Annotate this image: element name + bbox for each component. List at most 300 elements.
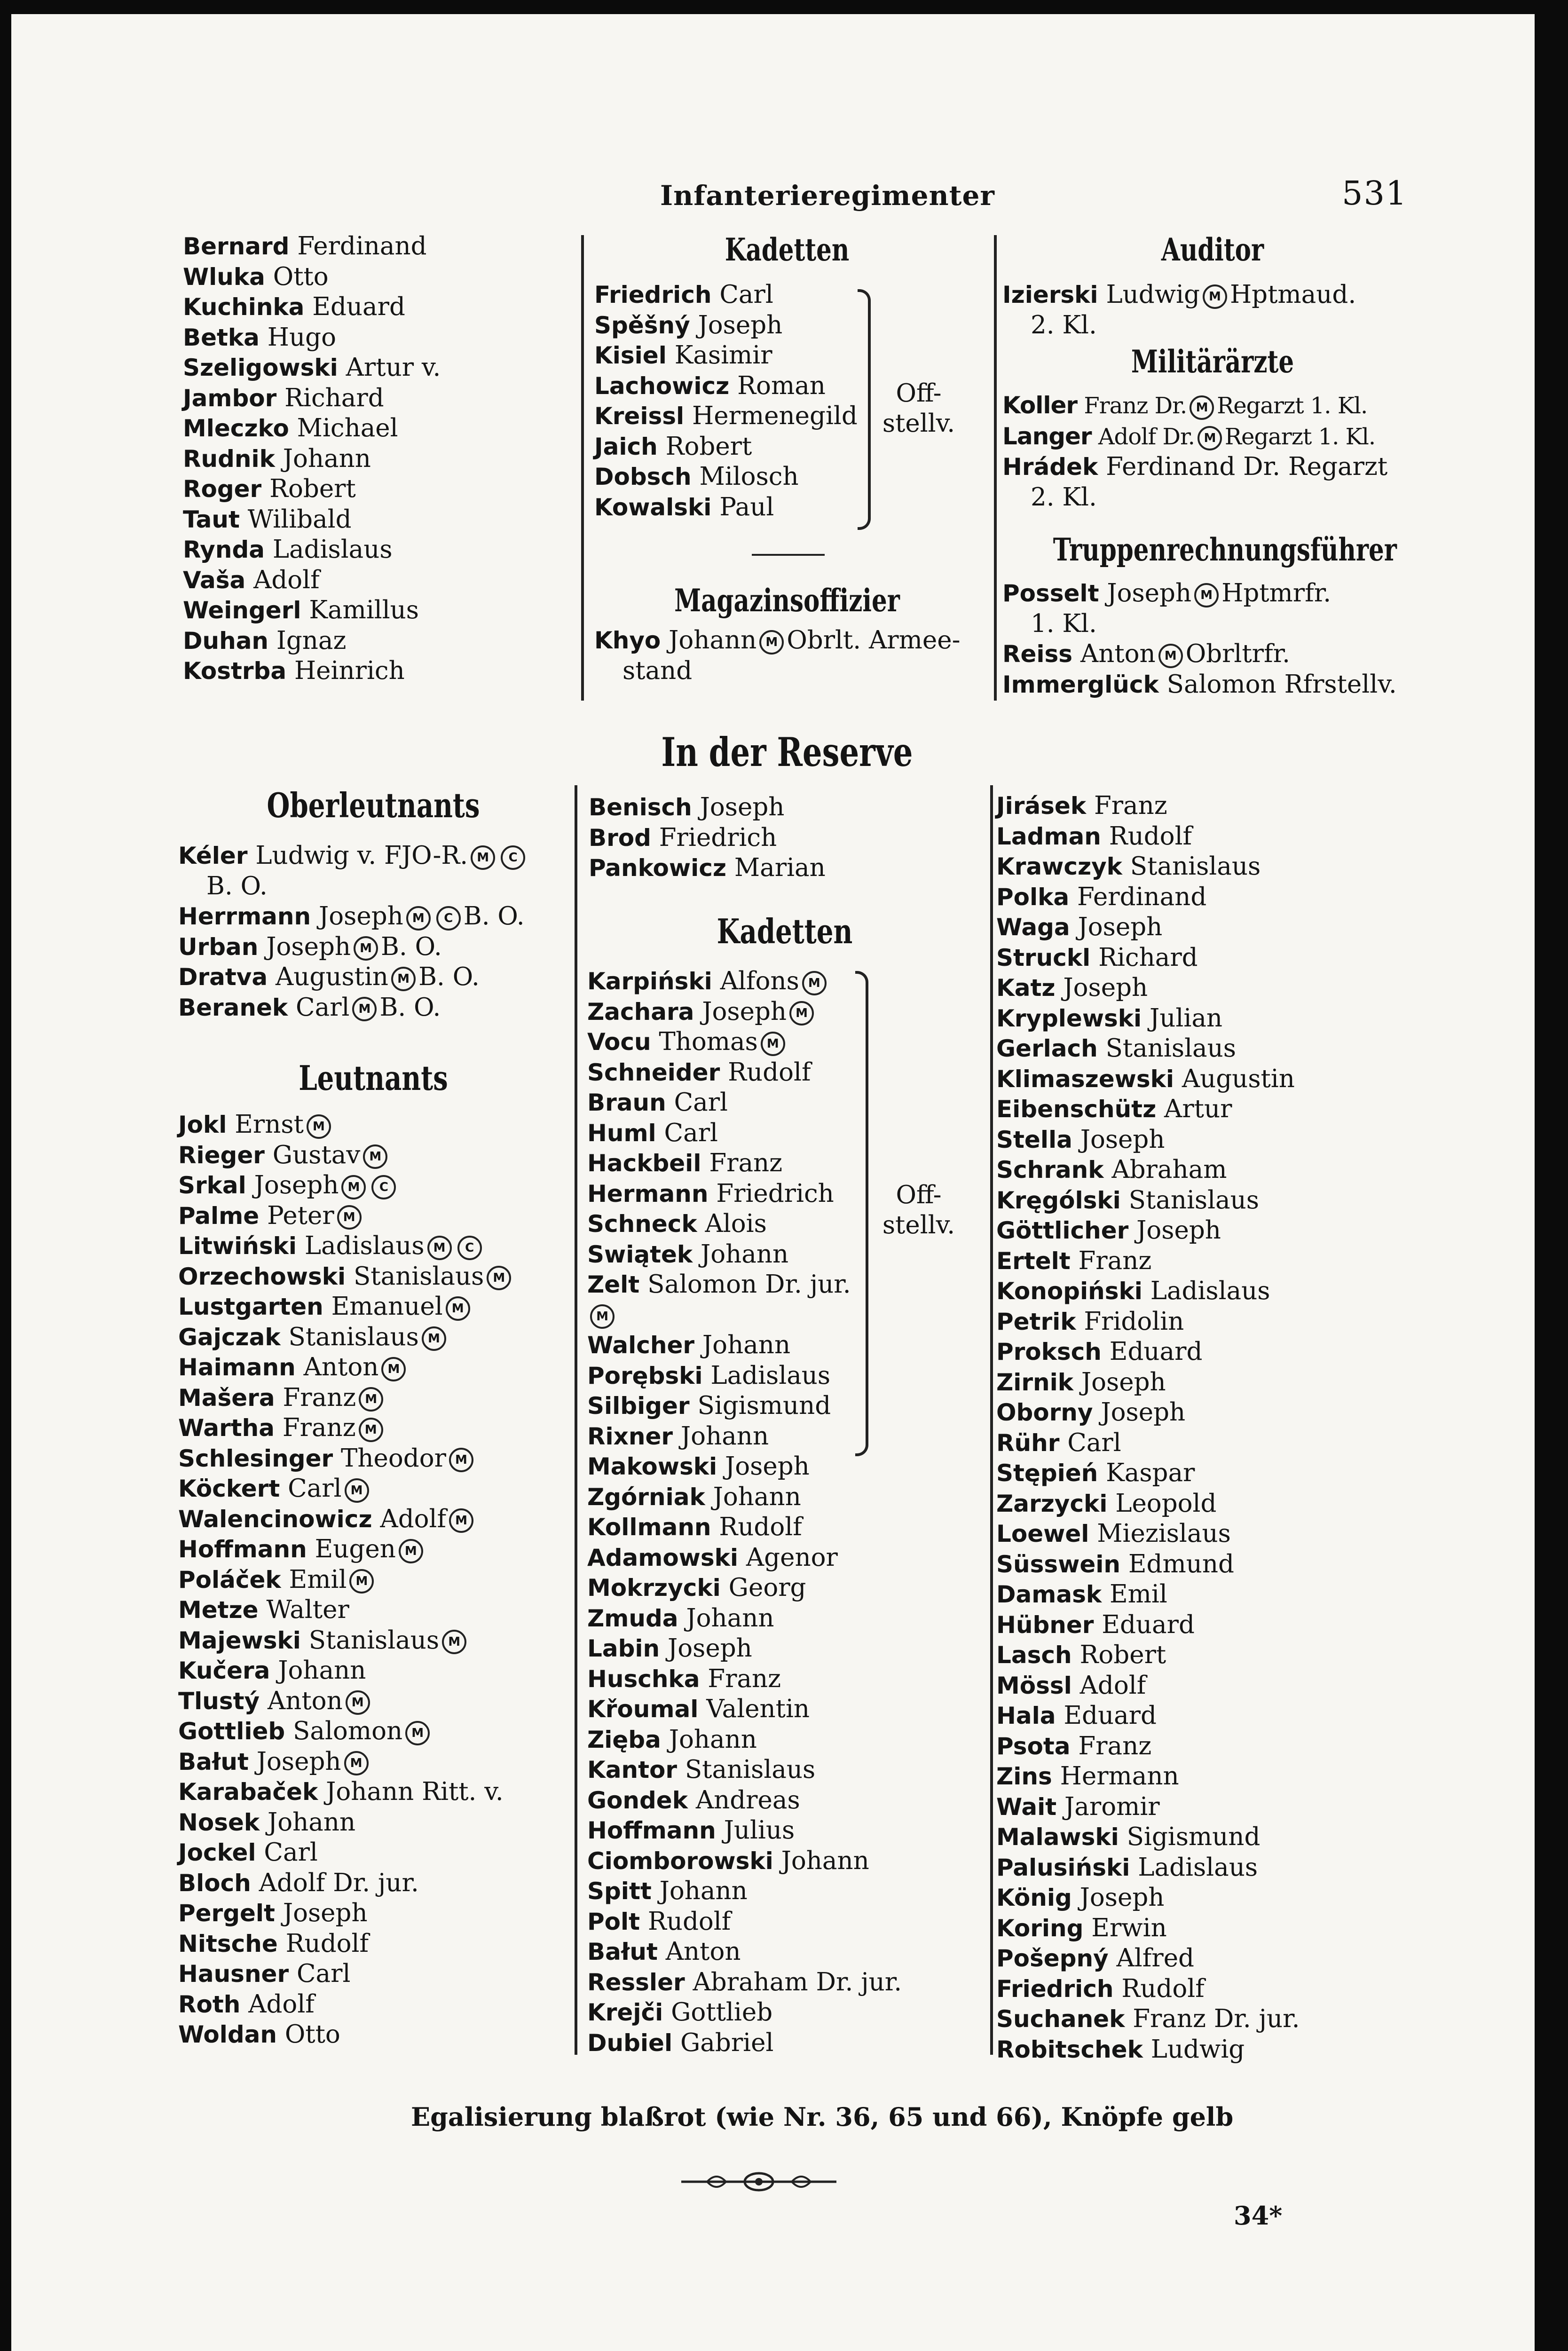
surname: Weingerl (183, 597, 301, 624)
given-name: Julian (1150, 1003, 1223, 1033)
list-entry (587, 2028, 902, 2059)
surname: Schrank (996, 1156, 1104, 1183)
given-name: Johann (781, 1846, 869, 1875)
list-entry (183, 656, 441, 686)
surname: Pošepný (996, 1945, 1109, 1972)
divider (752, 554, 825, 556)
list-entry (587, 1907, 902, 1937)
list-entry (996, 1913, 1300, 1944)
reserve-list-continued (587, 1452, 902, 2058)
surname: Rühr (996, 1429, 1060, 1457)
list-entry (996, 852, 1300, 882)
list-entry (996, 2004, 1300, 2035)
list-entry (178, 1504, 514, 1535)
list-entry (587, 1603, 902, 1634)
list-entry (587, 966, 851, 997)
list-entry (996, 1307, 1300, 1337)
given-name: Robert (665, 432, 752, 461)
merit-medal-icon: M (789, 1001, 814, 1026)
given-name: Stanislaus (288, 1322, 419, 1351)
given-name: Richard (284, 383, 384, 412)
merit-medal-icon: M (442, 1630, 466, 1654)
list-entry (587, 1330, 851, 1361)
surname: Szeligowski (183, 354, 338, 381)
surname: Loewel (996, 1520, 1089, 1547)
given-name: Leopold (1115, 1489, 1217, 1518)
surname: Bloch (178, 1869, 251, 1897)
given-name: Kaspar (1106, 1459, 1195, 1487)
list-entry (178, 1686, 514, 1717)
surname: Rynda (183, 536, 265, 563)
given-name: Robert (1079, 1641, 1166, 1669)
surname: Karpiński (587, 968, 712, 995)
surname: Křoumal (587, 1696, 699, 1723)
surname: Kollmann (587, 1514, 711, 1541)
surname: Mokrzycki (587, 1574, 721, 1602)
given-name: Miezislaus (1097, 1519, 1231, 1548)
list-entry (178, 1989, 514, 2020)
surname: Katz (996, 974, 1056, 1002)
surname: Zelt (587, 1271, 640, 1298)
list-entry (996, 1125, 1300, 1155)
list-entry (183, 595, 441, 626)
surname: Petrik (996, 1308, 1076, 1335)
given-name: Hermann (1060, 1762, 1179, 1791)
list-entry (587, 1118, 851, 1149)
given-name: Michael (297, 414, 398, 442)
surname: Roger (183, 475, 262, 503)
surname: Bernard (183, 233, 290, 260)
kadetten-reserve-list (587, 966, 851, 1452)
surname: Palme (178, 1202, 260, 1230)
surname: Vaša (183, 566, 246, 594)
list-entry (996, 1094, 1300, 1125)
surname: Kuchinka (183, 293, 305, 321)
list-entry (587, 1270, 851, 1300)
list-entry (587, 1694, 902, 1725)
surname: Stępień (996, 1460, 1098, 1487)
surname: Klimaszewski (996, 1065, 1174, 1093)
given-name: Emil (289, 1565, 347, 1594)
list-entry (996, 973, 1300, 1003)
surname: Karabaček (178, 1778, 318, 1806)
merit-medal-icon: M (1194, 583, 1219, 607)
surname: Bałut (178, 1748, 249, 1775)
surname: Hermann (587, 1180, 709, 1207)
surname: Mašera (178, 1384, 275, 1412)
surname: Lustgarten (178, 1293, 323, 1320)
surname: Lasch (996, 1641, 1072, 1669)
section-heading-truppenrechnungsfuehrer: Truppenrechnungsführer (1053, 531, 1397, 568)
given-name: Carl (1067, 1428, 1121, 1457)
surname: Hausner (178, 1960, 289, 1988)
given-name: Franz (708, 1664, 781, 1693)
surname: Schneck (587, 1210, 697, 1238)
merit-medal-icon: M (399, 1539, 423, 1563)
list-entry (178, 1413, 514, 1444)
surname: Orzechowski (178, 1262, 346, 1290)
surname: Süsswein (996, 1550, 1120, 1578)
list-entry (996, 882, 1300, 913)
given-name: Kamillus (309, 596, 419, 624)
merit-medal-icon: M (341, 1175, 366, 1199)
list-entry (996, 1883, 1300, 1913)
list-entry (183, 292, 441, 323)
surname: Duhan (183, 627, 269, 655)
list-entry (996, 1185, 1300, 1216)
list-entry (587, 1391, 851, 1421)
list-entry (996, 1215, 1300, 1246)
given-name: Joseph (1101, 1398, 1186, 1427)
merit-medal-icon: M (449, 1448, 473, 1472)
given-name: Rudolf (1121, 1974, 1205, 2003)
given-name: Emanuel (331, 1292, 443, 1321)
surname: Zięba (587, 1726, 661, 1753)
given-name: Franz (1078, 1731, 1152, 1760)
surname: Pergelt (178, 1900, 275, 1927)
list-entry (178, 1868, 514, 1899)
surname: Schneider (587, 1058, 720, 1086)
given-name: Franz (283, 1383, 356, 1412)
given-name: Andreas (695, 1785, 800, 1815)
given-name: Kasimir (674, 341, 772, 370)
surname: Kryplewski (996, 1004, 1142, 1032)
surname: Pankowicz (589, 854, 726, 882)
given-name: Ladislaus (1150, 1277, 1270, 1305)
given-name: Franz (1094, 791, 1167, 820)
given-name: Rudolf (285, 1929, 369, 1958)
surname: Dubiel (587, 2029, 673, 2057)
surname: Vocu (587, 1028, 651, 1056)
given-name: Carl (296, 1959, 351, 1988)
list-entry (996, 1367, 1300, 1398)
list-entry (587, 1179, 851, 1209)
given-name: Anton (303, 1353, 379, 1381)
oberleutnants-list: Kéler Ludwig v. FJO-R. M C B. O. Herrmann Joseph M C B. O. Urban Joseph M B. O. Dratva Augustin M B. O. Beranek Carl M B. O. (178, 841, 525, 1022)
given-name: Robert (269, 474, 356, 503)
given-name: Emil (1109, 1580, 1167, 1609)
surname: Polt (587, 1908, 640, 1935)
surname: Ertelt (996, 1247, 1071, 1275)
given-name: Franz (282, 1413, 356, 1442)
truppenrechnungsfuehrer-list: Posselt Joseph M Hptmrfr. 1. Kl. Reiss Anton M Obrltrfr. Immerglück Salomon Rfrstellv. (1002, 579, 1397, 699)
list-entry (587, 1755, 902, 1785)
list-entry (996, 1519, 1300, 1549)
given-name: Franz (1078, 1246, 1152, 1275)
given-name: Carl (674, 1088, 728, 1117)
given-name: Stanislaus (685, 1755, 816, 1784)
merit-medal-icon: M (344, 1751, 369, 1775)
list-entry (996, 791, 1300, 821)
list-entry (178, 1110, 514, 1140)
surname: Ciomborowski (587, 1847, 773, 1875)
given-name: Adolf (1079, 1671, 1146, 1700)
surname: Brod (589, 824, 651, 852)
given-name: Adolf (248, 1989, 315, 2019)
given-name: Ferdinand (297, 232, 427, 260)
list-entry (587, 1057, 851, 1088)
surname: Göttlicher (996, 1217, 1129, 1244)
merit-medal-icon: M (405, 1721, 430, 1745)
officer-list-continued (183, 231, 441, 686)
merit-medal-icon: M (427, 1236, 452, 1260)
surname: Kantor (587, 1756, 677, 1783)
surname: König (996, 1884, 1072, 1911)
given-name: Franz (709, 1149, 783, 1177)
document-page (11, 14, 1535, 2351)
given-name: Rudolf (719, 1513, 802, 1541)
given-name: Otto (284, 2020, 340, 2049)
list-entry (996, 912, 1300, 943)
list-entry (996, 1853, 1300, 1883)
given-name: Joseph (702, 997, 787, 1026)
column-rule (581, 235, 584, 701)
list-entry (587, 1361, 851, 1391)
given-name: Johann (713, 1482, 801, 1511)
surname: Waga (996, 914, 1070, 941)
list-entry (178, 1625, 514, 1656)
surname: Friedrich (594, 281, 712, 308)
given-name: Johann (702, 1331, 791, 1359)
merit-medal-icon: M (422, 1326, 446, 1351)
surname: Huml (587, 1119, 656, 1147)
list-entry (178, 1777, 514, 1807)
surname: Labin (587, 1635, 660, 1662)
merit-medal-icon: M (449, 1508, 473, 1533)
surname: Spitt (587, 1878, 652, 1905)
surname: Zirnik (996, 1368, 1074, 1396)
given-name: Stanislaus (1105, 1034, 1236, 1063)
surname: Damask (996, 1581, 1102, 1608)
auditor-entry: Izierski Ludwig M Hptmaud. 2. Kl. (1002, 280, 1356, 339)
list-entry (178, 1322, 514, 1353)
list-entry (594, 401, 858, 432)
list-entry (996, 1033, 1300, 1064)
list-entry (996, 1822, 1300, 1853)
merit-medal-icon: M (1203, 284, 1227, 309)
list-entry (587, 1300, 851, 1331)
list-entry (178, 1474, 514, 1504)
list-entry (183, 626, 441, 656)
list-entry (594, 462, 858, 492)
list-entry (183, 353, 441, 383)
given-name: Agenor (746, 1543, 838, 1572)
list-entry (183, 231, 441, 262)
list-entry (587, 1421, 851, 1452)
surname: Makowski (587, 1453, 717, 1480)
given-name: Paul (719, 492, 774, 521)
given-name: Joseph (668, 1634, 752, 1663)
merit-medal-icon: M (352, 997, 377, 1021)
list-entry (594, 280, 858, 310)
section-heading-militaeraerzte: Militärärzte (1131, 343, 1294, 380)
surname: Metze (178, 1596, 259, 1624)
given-name: Artur (1164, 1095, 1232, 1123)
given-name: Ladislaus (710, 1361, 831, 1390)
surname: Walencinowicz (178, 1505, 372, 1533)
list-entry (178, 1292, 514, 1322)
list-entry (996, 1943, 1300, 1974)
reserve-list-top (589, 792, 826, 884)
given-name: Salomon (293, 1717, 403, 1745)
surname: Walcher (587, 1332, 695, 1359)
given-name: Carl (664, 1118, 718, 1147)
given-name: Sigismund (1127, 1822, 1261, 1851)
given-name: Ladislaus (272, 535, 393, 564)
surname: Jirásek (996, 792, 1087, 820)
given-name: Augustin (1182, 1064, 1295, 1093)
list-entry (178, 1534, 514, 1565)
list-entry (587, 1815, 902, 1846)
surname: Tlustý (178, 1687, 260, 1715)
merit-medal-icon: M (802, 971, 827, 995)
list-entry (178, 1201, 514, 1231)
kadetten-list (594, 280, 858, 522)
merit-medal-icon: M (346, 1690, 370, 1715)
surname: Köckert (178, 1475, 280, 1502)
merit-medal-icon: M (1198, 426, 1222, 450)
given-name: Carl (288, 1474, 342, 1503)
given-name: Rudolf (1109, 821, 1192, 851)
surname: Zgórniak (587, 1483, 705, 1511)
surname: Koring (996, 1914, 1084, 1942)
surname: Haimann (178, 1354, 296, 1381)
column-rule (575, 785, 577, 2055)
list-entry (996, 1246, 1300, 1277)
list-entry (587, 1633, 902, 1664)
merit-medal-icon: M (359, 1387, 383, 1412)
list-entry (178, 1170, 514, 1201)
merit-medal-icon: M (471, 845, 495, 870)
given-name: Joseph (256, 1747, 341, 1776)
given-name: Heinrich (294, 656, 405, 685)
surname: Hübner (996, 1611, 1094, 1639)
running-header: Infanterieregimenter (660, 180, 995, 212)
signature-mark: 34* (1234, 2201, 1283, 2231)
list-entry (996, 1974, 1300, 2004)
list-entry (183, 535, 441, 565)
surname: Gottlieb (178, 1718, 285, 1745)
given-name: Friedrich (716, 1179, 834, 1208)
militaeraerzte-list: Koller Franz Dr. M Regarzt 1. Kl. Langer Adolf Dr. M Regarzt 1. Kl. Hrádek Ferdinand Dr. Regarzt 2. Kl. (1002, 392, 1388, 512)
surname: Zarzycki (996, 1490, 1108, 1517)
surname: Proksch (996, 1338, 1102, 1365)
section-heading-oberleutnants: Oberleutnants (267, 785, 480, 825)
surname: Zachara (587, 998, 694, 1026)
given-name: Johann (267, 1807, 356, 1837)
given-name: Anton (267, 1686, 343, 1715)
given-name: Ignaz (276, 626, 347, 655)
surname: Kisiel (594, 342, 667, 369)
surname: Braun (587, 1089, 666, 1116)
footer-note: Egalisierung blaßrot (wie Nr. 36, 65 und 66), Knöpfe gelb (411, 2102, 1234, 2132)
surname: Lachowicz (594, 372, 730, 400)
list-entry (178, 1838, 514, 1868)
merit-medal-icon: M (1190, 395, 1214, 420)
list-entry (587, 1148, 851, 1179)
surname: Gerlach (996, 1035, 1098, 1062)
surname: Eibenschütz (996, 1096, 1157, 1123)
list-entry (996, 1003, 1300, 1034)
given-name: Abraham Dr. jur. (693, 1967, 902, 1996)
surname: Ladman (996, 822, 1101, 850)
given-name: Georg (728, 1573, 806, 1602)
list-entry (587, 1967, 902, 1998)
list-entry (996, 1549, 1300, 1580)
surname: Krejči (587, 1999, 663, 2026)
given-name: Theodor (341, 1444, 446, 1473)
list-entry (996, 2035, 1300, 2065)
list-entry (587, 1239, 851, 1270)
given-name: Joseph (700, 793, 785, 821)
surname: Mössl (996, 1672, 1072, 1699)
surname: Suchanek (996, 2005, 1125, 2033)
given-name: Johann (278, 1656, 366, 1685)
given-name: Fridolin (1084, 1307, 1184, 1336)
given-name: Joseph (254, 1171, 339, 1199)
given-name: Johann (686, 1603, 774, 1633)
surname: Jambor (183, 384, 277, 412)
given-name: Wilibald (247, 505, 352, 534)
given-name: Roman (737, 371, 826, 400)
surname: Hoffmann (587, 1817, 716, 1844)
surname: Litwiński (178, 1232, 297, 1260)
list-entry (587, 1785, 902, 1816)
merit-medal-icon: M (337, 1205, 362, 1230)
given-name: Joseph (1136, 1216, 1221, 1245)
section-heading-kadetten-reserve: Kadetten (717, 911, 853, 951)
given-name: Peter (267, 1201, 334, 1230)
surname: Jokl (178, 1111, 227, 1138)
list-entry (594, 371, 858, 402)
surname: Spěšný (594, 311, 690, 339)
surname: Struckl (996, 944, 1091, 971)
given-name: Abraham (1111, 1155, 1227, 1184)
list-entry (178, 1716, 514, 1747)
ornament-icon (679, 2165, 839, 2198)
given-name: Franz Dr. jur. (1133, 2004, 1300, 2033)
given-name: Johann (283, 444, 371, 473)
given-name: Joseph (1063, 973, 1148, 1002)
list-entry (178, 1262, 514, 1292)
given-name: Joseph (725, 1452, 810, 1481)
given-name: Richard (1098, 943, 1198, 972)
cross-decoration-icon: C (501, 845, 525, 870)
surname: Jockel (178, 1839, 256, 1866)
given-name: Eduard (1109, 1337, 1203, 1366)
list-entry (178, 1565, 514, 1595)
given-name: Edmund (1128, 1549, 1234, 1578)
given-name: Walter (266, 1595, 349, 1624)
merit-medal-icon: M (391, 967, 416, 991)
section-heading-kadetten: Kadetten (725, 231, 850, 268)
surname: Nitsche (178, 1930, 278, 1957)
given-name: Hermenegild (692, 402, 858, 430)
given-name: Hugo (267, 323, 336, 352)
surname: Ressler (587, 1968, 685, 1996)
surname: Nosek (178, 1808, 260, 1836)
list-entry (594, 432, 858, 462)
list-entry (587, 1027, 851, 1057)
list-entry (594, 340, 858, 371)
surname: Bałut (587, 1938, 658, 1965)
list-entry (996, 1458, 1300, 1489)
list-entry (996, 1397, 1300, 1428)
list-entry (178, 1352, 514, 1383)
given-name: Gabriel (680, 2028, 774, 2057)
given-name: Stanislaus (353, 1262, 484, 1291)
list-entry (589, 853, 826, 884)
